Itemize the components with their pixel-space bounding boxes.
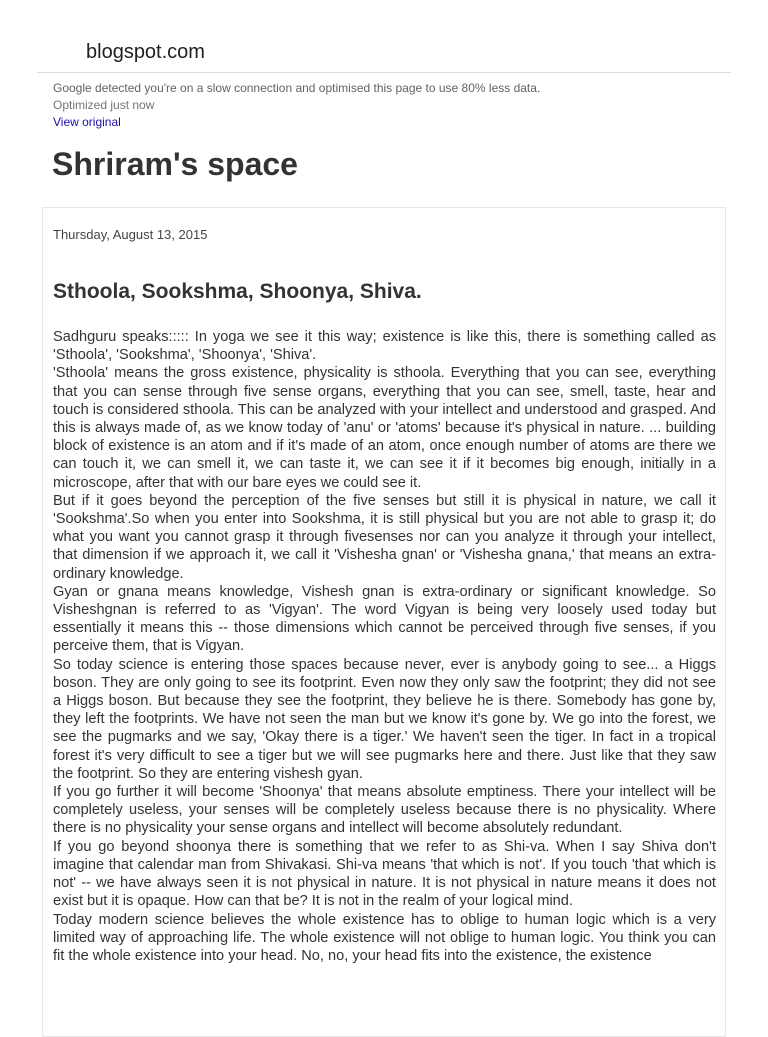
post-body [53,328,716,965]
lite-mode-message: Google detected you're on a slow connection and optimised this page to use 80% less data. [53,81,541,95]
optimized-timestamp: Optimized just now [53,98,155,112]
post-paragraph: If you go beyond shoonya there is something that we refer to as Shi-va. When I say Shiva don't imagine that calendar man from Shivakasi. Shi-va means 'that which is not'. If you touch 'that which is not' -- we have always seen it is not physical in nature. It is not physical in nature means it does not exist but it is opaque. How can that be? It is not in the realm of your logical mind. [53,838,716,910]
post-paragraph: Sadhguru speaks::::: In yoga we see it this way; existence is like this, there is something called as 'Sthoola', 'Sookshma', 'Shoonya', 'Shiva'. [53,329,716,364]
post-title[interactable]: Sthoola, Sookshma, Shoonya, Shiva. [53,280,422,303]
blog-title[interactable]: Shriram's space [52,146,298,182]
domain-label: blogspot.com [86,41,205,63]
post-paragraph: But if it goes beyond the perception of the five senses but still it is physical in nature, we call it 'Sookshma'.So when you enter into Sookshma, it is still physical but you are not able to grasp it; do what you want you cannot grasp it through fivesenses nor can you analyze it through your intellect, that dimension if we approach it, we call it 'Vishesha gnan' or 'Vishesha gnana,' that means an extra-ordinary knowledge. [53,492,716,582]
view-original-link[interactable]: View original [53,115,121,129]
post-paragraph: So today science is entering those spaces because never, ever is anybody going to see... a Higgs boson. They are only going to see its footprint. Even now they only saw the footprint; they did not see a Higgs boson. But because they see the footprint, they believe he is there. Somebody has gone by, they left the footprints. We have not seen the man but we know it's gone by. We go into the forest, we see the pugmarks and we say, 'Okay there is a tiger.' We haven't seen the tiger. In fact in a tropical forest it's very difficult to see a tiger but we will see pugmarks here and there. Just like that they saw the footprint. So they are entering vishesh gyan. [53,656,716,782]
post-paragraph: Today modern science believes the whole existence has to oblige to human logic which is a very limited way of approaching life. The whole existence will not oblige to human logic. You think you can fit the whole existence into your head. No, no, your head fits into the existence, the existence [53,911,716,964]
header-divider [37,72,731,73]
post-paragraph: 'Sthoola' means the gross existence, physicality is sthoola. Everything that you can see, everything that you can sense through five sense organs, everything that you can see, smell, taste, hear and touch is considered sthoola. This can be analyzed with your intellect and understood and grasped. And this is always made of, as we know today of 'anu' or 'atoms' because it's physical in nature. ... building block of existence is an atom and if it's made of an atom, once enough number of atoms are there we can touch it, we can smell it, we can taste it, we can see it if it becomes big enough, initially in a microscope, after that with our bare eyes we could see it. [53,365,716,491]
post-paragraph: Gyan or gnana means knowledge, Vishesh gnan is extra-ordinary or significant knowledge. So Visheshgnan is referred to as 'Vigyan'. The word Vigyan is being very loosely used today but essentially it means this -- those dimensions which cannot be perceived through five senses, if you perceive them, that is Vigyan. [53,583,716,655]
post-date: Thursday, August 13, 2015 [53,227,208,242]
address-header [0,0,768,72]
post-paragraph: If you go further it will become 'Shoonya' that means absolute emptiness. There your intellect will be completely useless, your senses will be completely useless because there is no physicality. Where there is no physicality your sense organs and intellect will become absolutely redundant. [53,784,716,837]
